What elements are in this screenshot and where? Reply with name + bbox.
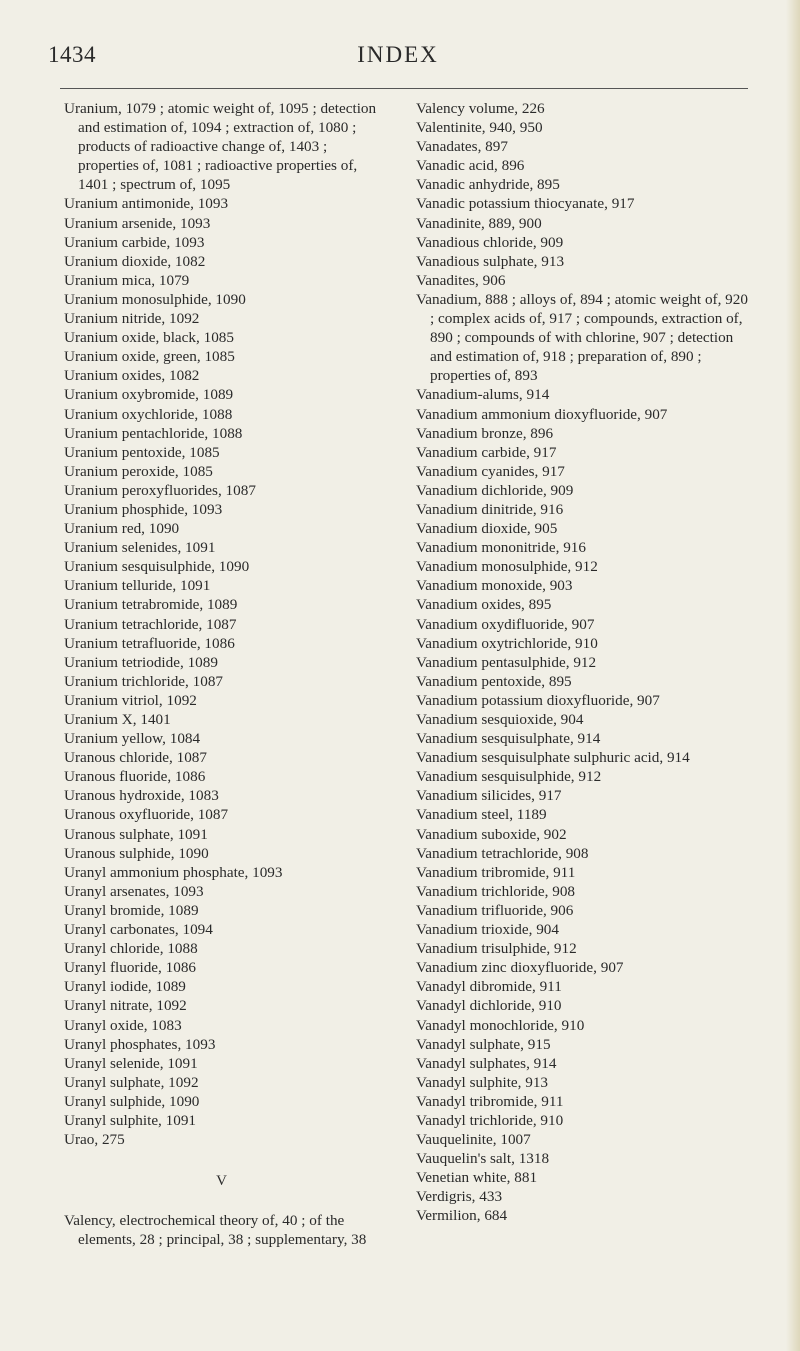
index-entry: Vanadites, 906 <box>416 271 506 289</box>
index-entry: Vanadyl sulphite, 913 <box>416 1073 549 1091</box>
index-entry: Vanadium steel, 1189 <box>416 806 547 824</box>
header-rule <box>60 88 748 89</box>
index-entry: Uranium trichloride, 1087 <box>64 672 224 690</box>
index-entry: Uranium red, 1090 <box>64 520 180 538</box>
index-entry: Uranium tetrabromide, 1089 <box>64 596 238 614</box>
index-entry: Vanadates, 897 <box>416 138 508 156</box>
index-entry: Uranyl iodide, 1089 <box>64 978 186 996</box>
index-entry: Uranyl sulphite, 1091 <box>64 1111 197 1129</box>
index-entry: Uranium pentoxide, 1085 <box>64 443 220 461</box>
index-entry: Venetian white, 881 <box>416 1169 538 1187</box>
index-entry: Vanadium sesquisulphide, 912 <box>416 768 602 786</box>
index-entry: Vanadyl sulphates, 914 <box>416 1054 557 1072</box>
index-entry: Vanadium monosulphide, 912 <box>416 558 598 576</box>
index-entry: Uranyl bromide, 1089 <box>64 901 199 919</box>
index-entry: Uranium phosphide, 1093 <box>64 500 223 518</box>
page-number: 1434 <box>48 42 96 67</box>
left-entries-before <box>64 99 379 1149</box>
index-entry: Vanadium sesquisulphate, 914 <box>416 730 601 748</box>
index-entry: Vanadious chloride, 909 <box>416 233 564 251</box>
page-edge-shadow <box>786 0 800 1351</box>
index-entry: Uranium yellow, 1084 <box>64 730 201 748</box>
index-entry: Uranium vitriol, 1092 <box>64 691 197 709</box>
index-entry: Valency volume, 226 <box>416 100 545 117</box>
index-entry: Vanadyl tribromide, 911 <box>416 1092 564 1110</box>
running-title: INDEX <box>357 42 439 67</box>
index-entry: Vanadium dinitride, 916 <box>416 500 564 518</box>
index-entry: Vanadium sesquioxide, 904 <box>416 711 584 728</box>
index-entry: Vanadium trifluoride, 906 <box>416 901 574 919</box>
left-entries-after <box>64 1211 379 1249</box>
index-entry: Uranium oxychloride, 1088 <box>64 405 233 423</box>
index-entry: Uranyl arsenates, 1093 <box>64 882 204 900</box>
index-entry: Uranium sesquisulphide, 1090 <box>64 558 250 576</box>
left-column <box>64 99 379 1249</box>
index-entry: Vanadious sulphate, 913 <box>416 252 565 270</box>
right-entries <box>416 99 752 1226</box>
index-entry: Vanadium silicides, 917 <box>416 787 562 805</box>
section-letter: V <box>216 1173 227 1190</box>
index-entry: Vanadium oxides, 895 <box>416 596 552 614</box>
index-entry: Uranous oxyfluoride, 1087 <box>64 806 229 824</box>
index-entry: Vanadium dichloride, 909 <box>416 481 574 499</box>
index-entry: Uranium monosulphide, 1090 <box>64 290 246 308</box>
index-entry: Vanadium potassium dioxyfluoride, 907 <box>416 691 660 709</box>
index-entry: Vanadyl sulphate, 915 <box>416 1035 551 1053</box>
index-entry: Uranium oxybromide, 1089 <box>64 386 234 404</box>
page-header <box>48 42 748 82</box>
index-entry: Valentinite, 940, 950 <box>416 119 543 137</box>
index-entry: Vanadium ammonium dioxyfluoride, 907 <box>416 405 668 423</box>
index-entry: Valency, electrochemical theory of, 40 ; of the elements, 28 ; principal, 38 ; supplementary, 38 <box>64 1212 367 1249</box>
index-entry: Vanadium trisulphide, 912 <box>416 940 577 958</box>
index-entry: Vanadinite, 889, 900 <box>416 214 542 232</box>
index-entry: Vanadic potassium thiocyanate, 917 <box>416 195 635 213</box>
index-entry: Uranium nitride, 1092 <box>64 310 200 328</box>
index-entry: Vanadium, 888 ; alloys of, 894 ; atomic weight of, 920 ; complex acids of, 917 ; compounds, extraction of, 890 ; compounds of with chlorine, 907 ; detection and estimation of, 918 ; preparation of, 890 ; properties of, 893 <box>416 290 748 385</box>
index-entry: Uranium antimonide, 1093 <box>64 195 229 213</box>
index-entry: Verdigris, 433 <box>416 1188 503 1206</box>
index-entry: Uranyl ammonium phosphate, 1093 <box>64 863 283 881</box>
index-entry: Vanadium oxytrichloride, 910 <box>416 634 598 652</box>
index-entry: Vanadium dioxide, 905 <box>416 520 558 538</box>
index-entry: Uranyl carbonates, 1094 <box>64 921 213 939</box>
index-entry: Vanadium sesquisulphate sulphuric acid, 914 <box>416 749 690 767</box>
index-entry: Vauquelinite, 1007 <box>416 1131 531 1149</box>
index-entry: Vanadium tribromide, 911 <box>416 863 576 881</box>
index-entry: Vanadyl monochloride, 910 <box>416 1016 585 1034</box>
index-entry: Uranium oxide, green, 1085 <box>64 348 235 366</box>
index-entry: Uranium peroxyfluorides, 1087 <box>64 481 256 499</box>
index-entry: Vanadium oxydifluoride, 907 <box>416 615 595 633</box>
index-entry: Vanadium pentasulphide, 912 <box>416 653 597 671</box>
index-entry: Uranium dioxide, 1082 <box>64 252 206 270</box>
index-entry: Uranyl nitrate, 1092 <box>64 997 187 1015</box>
index-entry: Uranous sulphate, 1091 <box>64 825 208 843</box>
index-entry: Uranyl sulphate, 1092 <box>64 1073 199 1091</box>
index-entry: Uranium telluride, 1091 <box>64 577 211 595</box>
index-entry: Uranium arsenide, 1093 <box>64 214 211 232</box>
index-entry: Vanadium tetrachloride, 908 <box>416 844 589 862</box>
index-entry: Uranyl oxide, 1083 <box>64 1016 182 1034</box>
index-entry: Urao, 275 <box>64 1131 125 1149</box>
index-entry: Vanadyl dibromide, 911 <box>416 978 562 996</box>
index-entry: Vanadium pentoxide, 895 <box>416 672 572 690</box>
index-entry: Vanadic anhydride, 895 <box>416 176 560 194</box>
index-entry: Vanadium-alums, 914 <box>416 386 550 404</box>
index-entry: Vanadic acid, 896 <box>416 157 525 175</box>
index-entry: Uranium peroxide, 1085 <box>64 462 213 480</box>
index-entry: Vanadyl trichloride, 910 <box>416 1111 564 1129</box>
index-entry: Uranyl phosphates, 1093 <box>64 1035 216 1053</box>
index-entry: Vauquelin's salt, 1318 <box>416 1150 550 1168</box>
right-column <box>416 99 752 1226</box>
index-entry: Uranium pentachloride, 1088 <box>64 424 243 442</box>
index-entry: Vermilion, 684 <box>416 1207 508 1225</box>
index-entry: Uranium oxide, black, 1085 <box>64 329 234 347</box>
index-entry: Vanadyl dichloride, 910 <box>416 997 562 1015</box>
index-entry: Uranium tetrafluoride, 1086 <box>64 634 235 652</box>
index-entry: Vanadium trichloride, 908 <box>416 882 576 900</box>
index-entry: Uranous chloride, 1087 <box>64 749 207 767</box>
index-entry: Vanadium carbide, 917 <box>416 443 557 461</box>
index-entry: Uranium, 1079 ; atomic weight of, 1095 ; detection and estimation of, 1094 ; extraction of, 1080 ; products of radioactive change of, 1403 ; properties of, 1081 ; radioactive properties of, 1401 ; spectrum of, 1095 <box>64 100 377 194</box>
index-entry: Uranium oxides, 1082 <box>64 367 200 385</box>
index-entry: Uranium tetriodide, 1089 <box>64 653 218 671</box>
index-entry: Uranium carbide, 1093 <box>64 233 205 251</box>
index-entry: Vanadium trioxide, 904 <box>416 921 559 939</box>
index-entry: Uranyl fluoride, 1086 <box>64 959 197 977</box>
index-entry: Uranous hydroxide, 1083 <box>64 787 219 805</box>
index-entry: Uranyl selenide, 1091 <box>64 1054 198 1072</box>
index-entry: Vanadium suboxide, 902 <box>416 825 567 843</box>
index-entry: Uranium tetrachloride, 1087 <box>64 615 237 633</box>
index-entry: Vanadium zinc dioxyfluoride, 907 <box>416 959 624 977</box>
index-entry: Uranyl sulphide, 1090 <box>64 1092 200 1110</box>
index-entry: Vanadium monoxide, 903 <box>416 577 573 595</box>
index-entry: Uranium selenides, 1091 <box>64 539 216 557</box>
index-entry: Uranyl chloride, 1088 <box>64 940 198 958</box>
index-entry: Uranous fluoride, 1086 <box>64 768 206 786</box>
index-entry: Uranous sulphide, 1090 <box>64 844 209 862</box>
index-entry: Vanadium cyanides, 917 <box>416 462 565 480</box>
index-entry: Vanadium mononitride, 916 <box>416 539 586 557</box>
index-entry: Uranium mica, 1079 <box>64 271 190 289</box>
index-entry: Uranium X, 1401 <box>64 711 171 728</box>
index-entry: Vanadium bronze, 896 <box>416 424 554 442</box>
